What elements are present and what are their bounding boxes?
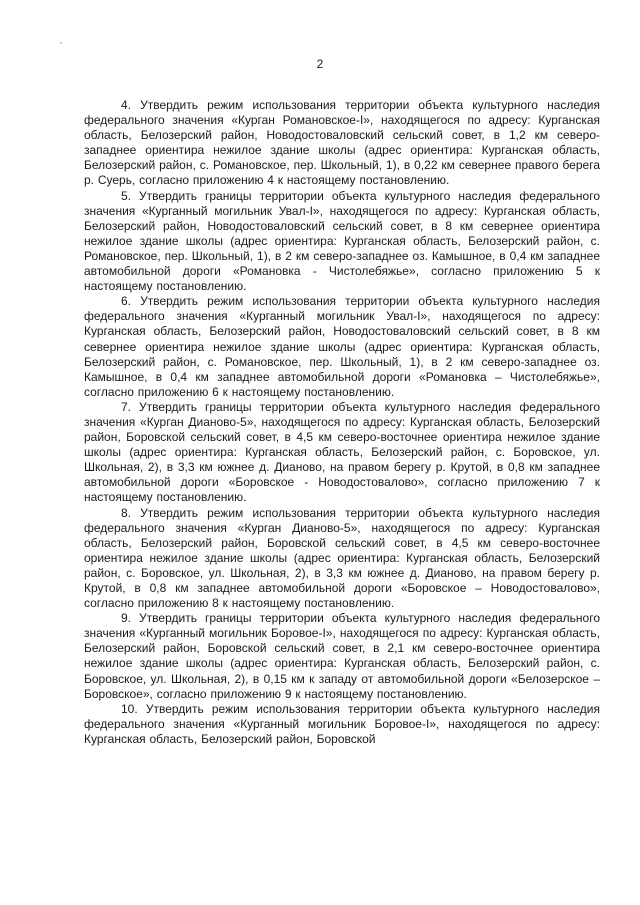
- paragraph-item-7: 7. Утвердить границы территории объекта культурного наследия федерального значения «Курган Дианово-5», находящегося по адресу: Курганская область, Белозерский район, Боровской сельский совет, в 4,5 км северо-восточнее ориентира нежилое здание школы (адрес ориентира: Курганская область, Белозерский район, с. Боровское, ул. Школьная, 2), в 3,3 км южнее д. Дианово, на правом берегу р. Крутой, в 0,8 км западнее автомобильной дороги «Боровское - Новодостовалово», согласно приложению 7 к настоящему постановлению.: [84, 399, 600, 505]
- document-body: [84, 98, 600, 747]
- paragraph-item-5: 5. Утвердить границы территории объекта культурного наследия федерального значения «Курганный могильник Увал-I», находящегося по адресу: Курганская область, Белозерский район, Новодостоваловский сельский совет, в 8 км севернее ориентира нежилое здание школы (адрес ориентира: Курганская область, Белозерский район, с. Романовское, пер. Школьный, 1), в 2 км северо-западнее оз. Камышное, в 0,4 км западнее автомобильной дороги «Романовка - Чистолебяжье», согласно приложению 5 к настоящему постановлению.: [84, 188, 600, 294]
- paragraph-item-6: 6. Утвердить режим использования территории объекта культурного наследия федерального значения «Курганный могильник Увал-I», находящегося по адресу: Курганская область, Белозерский район, Новодостоваловский сельский совет, в 8 км севернее ориентира нежилое здание школы (адрес ориентира: Курганская область, Белозерский район, с. Романовское, пер. Школьный, 1), в 2 км северо-западнее оз. Камышное, в 0,4 км западнее автомобильной дороги «Романовка – Чистолебяжье», согласно приложению 6 к настоящему постановлению.: [84, 294, 600, 399]
- page-number: 2: [316, 57, 324, 71]
- paragraph-item-4: 4. Утвердить режим использования территории объекта культурного наследия федерального значения «Курган Романовское-I», находящегося по адресу: Курганская область, Белозерский район, Новодостоваловский сельский совет, в 1,2 км северо-западнее ориентира нежилое здание школы (адрес ориентира: Курганская область, Белозерский район, с. Романовское, пер. Школьный, 1), в 0,22 км севернее правого берега р. Суерь, согласно приложению 4 к настоящему постановлению.: [84, 98, 600, 188]
- paragraph-item-8: 8. Утвердить режим использования территории объекта культурного наследия федерального значения «Курган Дианово-5», находящегося по адресу: Курганская область, Белозерский район, Боровской сельский совет, в 4,5 км северо-восточнее ориентира нежилое здание школы (адрес ориентира: Курганская область, Белозерский район, с. Боровское, ул. Школьная, 2), в 3,3 км южнее д. Дианово, на правом берегу р. Крутой, в 0,8 км западнее автомобильной дороги «Боровское – Новодостовалово», согласно приложению 8 к настоящему постановлению.: [84, 505, 600, 611]
- paragraph-item-10: 10. Утвердить режим использования территории объекта культурного наследия федерального значения «Курганный могильник Боровое-I», находящегося по адресу: Курганская область, Белозерский район, Боровской: [84, 701, 600, 746]
- paragraph-item-9: 9. Утвердить границы территории объекта культурного наследия федерального значения «Курганный могильник Боровое-I», находящегося по адресу: Курганская область, Белозерский район, Боровской сельский совет, в 2,1 км северо-восточнее ориентира нежилое здание школы (адрес ориентира: Курганская область, Белозерский район, с. Боровское, ул. Школьная, 2), в 0,15 км к западу от автомобильной дороги «Белозерское – Боровское», согласно приложению 9 к настоящему постановлению.: [84, 611, 600, 701]
- scan-artifact: [60, 42, 62, 44]
